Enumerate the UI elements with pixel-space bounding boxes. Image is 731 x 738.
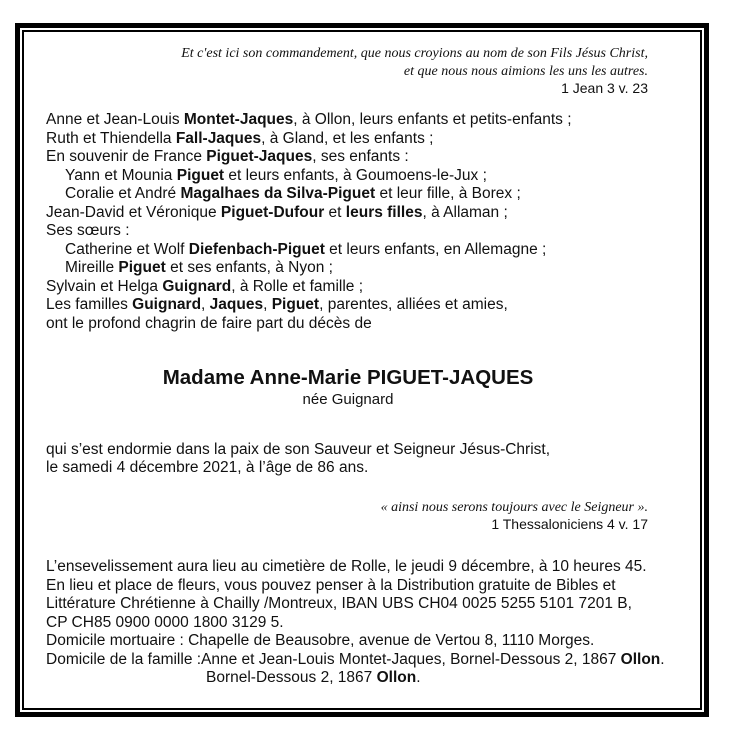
family-line — [65, 167, 487, 185]
text-span: Bornel-Dessous 2, 1867 — [206, 669, 377, 686]
epigraph-line-2: et que nous nous aimions les uns les autres. — [403, 64, 648, 79]
text-span: , à Rolle et famille ; — [231, 277, 364, 295]
text-span: Ruth et Thiendella — [46, 129, 176, 147]
family-line — [46, 278, 363, 296]
detail-line — [206, 669, 421, 687]
family-line — [46, 148, 409, 166]
text-span: ont le profond chagrin de faire part du décès de — [46, 314, 372, 332]
bold-name: Piguet — [271, 296, 320, 313]
text-span: Jean-David et Véronique — [46, 203, 221, 221]
detail-line — [46, 651, 665, 669]
text-span: Littérature Chrétienne à Chailly /Montreux, IBAN UBS CH04 0025 5255 5101 7201 B, — [46, 595, 632, 612]
family-line — [46, 296, 508, 314]
text-span: En souvenir de France — [46, 148, 207, 165]
bold-name: Piguet-Dufour — [220, 203, 325, 221]
text-span: . — [660, 650, 665, 668]
bold-name: leurs filles — [345, 203, 423, 221]
closing-verse-reference: 1 Thessaloniciens 4 v. 17 — [491, 516, 648, 532]
text-span: Coralie et André — [65, 185, 181, 202]
detail-line — [46, 577, 616, 595]
family-line — [46, 204, 508, 222]
text-span: , — [263, 296, 272, 313]
text-span: CP CH85 0900 0000 1800 3129 5. — [46, 613, 284, 631]
text-span: et leurs enfants, en Allemagne ; — [324, 240, 547, 258]
bold-name: Ollon — [376, 669, 417, 686]
bold-name: Piguet — [176, 166, 225, 184]
deceased-name: Madame Anne-Marie PIGUET-JAQUES — [162, 366, 534, 389]
text-span: Ses sœurs : — [46, 222, 130, 239]
text-span: , — [201, 296, 210, 313]
detail-line — [46, 558, 647, 576]
text-span: et ses enfants, à Nyon ; — [165, 259, 333, 276]
deceased-maiden-name: née Guignard — [302, 391, 394, 408]
text-span: Catherine et Wolf — [65, 240, 189, 258]
bold-name: Guignard — [162, 277, 232, 295]
passing-line-2: le samedi 4 décembre 2021, à l’âge de 86 ans. — [46, 459, 369, 476]
family-line — [65, 241, 546, 259]
bold-name: Montet-Jaques — [183, 111, 294, 128]
text-span: L’ensevelissement aura lieu au cimetière de Rolle, le jeudi 9 décembre, à 10 heures 45. — [46, 558, 647, 575]
detail-line — [46, 632, 594, 650]
family-line — [46, 315, 372, 333]
text-span: et leur fille, à Borex ; — [375, 185, 521, 202]
closing-verse-quote: « ainsi nous serons toujours avec le Seigneur ». — [380, 500, 648, 515]
bold-name: Jaques — [209, 296, 264, 313]
text-span: , à Gland, et les enfants ; — [261, 129, 434, 147]
text-span: , à Ollon, leurs enfants et petits-enfants ; — [293, 111, 572, 128]
text-span: Domicile mortuaire : Chapelle de Beausobre, avenue de Vertou 8, 1110 Morges. — [46, 632, 595, 649]
text-span: , ses enfants : — [312, 148, 409, 165]
bold-name: Ollon — [620, 650, 661, 668]
bold-name: Piguet — [118, 259, 166, 276]
text-span: Sylvain et Helga — [46, 277, 163, 295]
bold-name: Fall-Jaques — [175, 129, 262, 147]
detail-line — [46, 614, 284, 632]
epigraph-reference: 1 Jean 3 v. 23 — [561, 80, 648, 96]
text-span: et — [324, 203, 346, 221]
passing-line-1: qui s’est endormie dans la paix de son Sauveur et Seigneur Jésus-Christ, — [46, 441, 551, 458]
family-line — [46, 222, 130, 240]
epigraph-line-1: Et c'est ici son commandement, que nous croyions au nom de son Fils Jésus Christ, — [181, 46, 648, 61]
detail-line — [46, 595, 632, 613]
text-span: Mireille — [65, 259, 119, 276]
bold-name: Piguet-Jaques — [206, 148, 313, 165]
family-line — [46, 130, 433, 148]
text-span: En lieu et place de fleurs, vous pouvez penser à la Distribution gratuite de Bibles et — [46, 576, 616, 594]
text-span: Yann et Mounia — [65, 166, 177, 184]
text-span: et leurs enfants, à Goumoens-le-Jux ; — [224, 166, 487, 184]
text-span: Domicile de la famille :Anne et Jean-Louis Montet-Jaques, Bornel-Dessous 2, 1867 — [46, 650, 621, 668]
bold-name: Magalhaes da Silva-Piguet — [180, 185, 376, 202]
bold-name: Diefenbach-Piguet — [188, 240, 325, 258]
text-span: Les familles — [46, 296, 133, 313]
bold-name: Guignard — [132, 296, 202, 313]
text-span: Anne et Jean-Louis — [46, 111, 184, 128]
text-span: , à Allaman ; — [422, 203, 508, 221]
family-line — [65, 259, 333, 277]
text-span: . — [416, 669, 421, 686]
family-line — [46, 111, 572, 129]
text-span: , parentes, alliées et amies, — [319, 296, 508, 313]
family-line — [65, 185, 521, 203]
